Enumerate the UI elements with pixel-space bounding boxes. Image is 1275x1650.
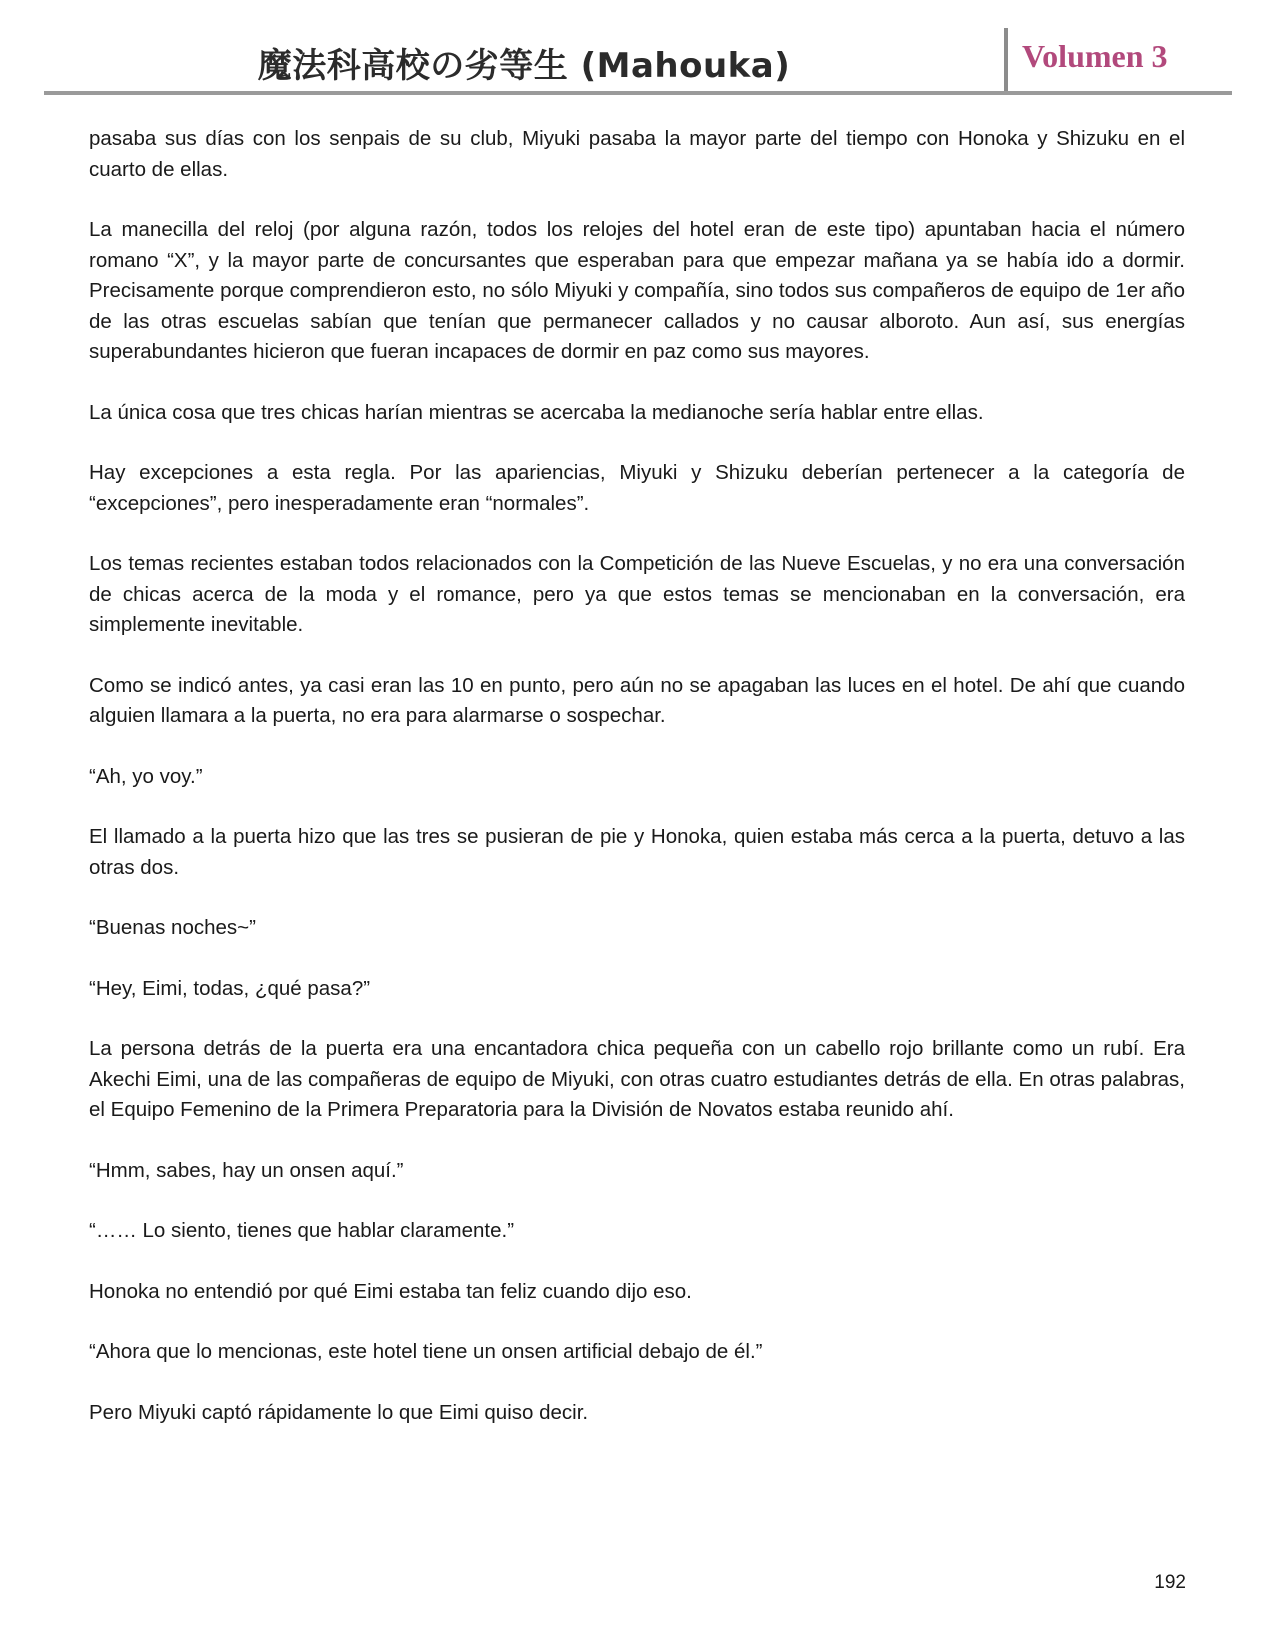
paragraph: Pero Miyuki captó rápidamente lo que Eimi quiso decir. [89, 1400, 589, 1424]
header-divider [1004, 28, 1008, 92]
paragraph: Honoka no entendió por qué Eimi estaba tan feliz cuando dijo eso. [89, 1279, 692, 1303]
paragraph: La persona detrás de la puerta era una encantadora chica pequeña con un cabello rojo brillante como un rubí. Era Akechi Eimi, una de las compañeras de equipo de Miyuki, con otras cuatro estudiantes detrás de ella. En otras palabras, el Equipo Femenino de la Primera Preparatoria para la División de Novatos estaba reunido ahí. [89, 1037, 1185, 1121]
dialogue-line: “Hmm, sabes, hay un onsen aquí.” [89, 1158, 404, 1182]
paragraph: El llamado a la puerta hizo que las tres se pusieran de pie y Honoka, quien estaba más cerca a la puerta, detuvo a las otras dos. [89, 825, 1185, 879]
paragraph: La manecilla del reloj (por alguna razón, todos los relojes del hotel eran de este tipo) apuntaban hacia el número romano “X”, y la mayor parte de concursantes que esperaban para que empezar mañana ya se había ido a dormir. Precisamente porque comprendieron esto, no sólo Miyuki y compañía, sino todos sus compañeros de equipo de 1er año de las otras escuelas sabían que tenían que permanecer callados y no causar alboroto. Aun así, sus energías superabundantes hicieron que fueran incapaces de dormir en paz como sus mayores. [89, 218, 1185, 363]
paragraph: Como se indicó antes, ya casi eran las 10 en punto, pero aún no se apagaban las luces en el hotel. De ahí que cuando alguien llamara a la puerta, no era para alarmarse o sospechar. [89, 673, 1185, 727]
page-number: 192 [1154, 1572, 1186, 1593]
dialogue-line: “Ahora que lo mencionas, este hotel tiene un onsen artificial debajo de él.” [89, 1340, 763, 1363]
dialogue-line: “Ah, yo voy.” [89, 764, 203, 788]
paragraph: Los temas recientes estaban todos relacionados con la Competición de las Nueve Escuelas, y no era una conversación de chicas acerca de la moda y el romance, pero ya que estos temas se mencionaban en la conversación, era simplemente inevitable. [89, 552, 1185, 636]
book-title: 魔法科高校の劣等生 (Mahouka) [257, 46, 791, 86]
header-rule [44, 91, 1232, 95]
paragraph: pasaba sus días con los senpais de su club, Miyuki pasaba la mayor parte del tiempo con Honoka y Shizuku en el cuarto de ellas. [89, 127, 1185, 181]
volume-label: Volumen 3 [1022, 38, 1168, 74]
paragraph: Hay excepciones a esta regla. Por las apariencias, Miyuki y Shizuku deberían pertenecer a la categoría de “excepciones”, pero inesperadamente eran “normales”. [89, 461, 1185, 515]
page-header [44, 28, 1232, 94]
page-body [89, 124, 1185, 1458]
dialogue-line: “Hey, Eimi, todas, ¿qué pasa?” [89, 976, 371, 1000]
paragraph: La única cosa que tres chicas harían mientras se acercaba la medianoche sería hablar entre ellas. [89, 400, 984, 424]
dialogue-line: “Buenas noches~” [89, 916, 256, 939]
dialogue-line: “…… Lo siento, tienes que hablar claramente.” [89, 1219, 515, 1242]
